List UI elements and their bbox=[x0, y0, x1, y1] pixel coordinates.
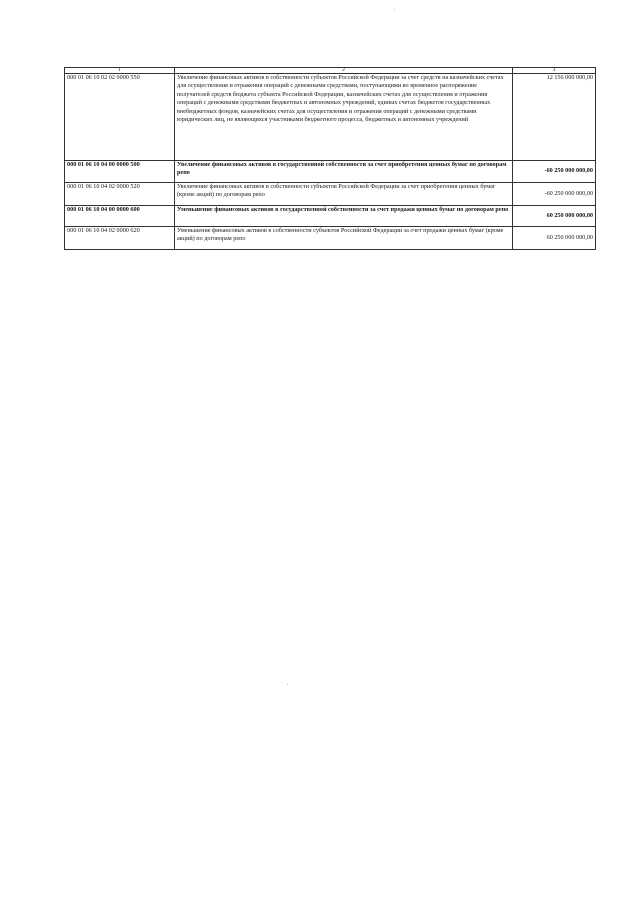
amount-cell: -60 250 000 000,00 bbox=[513, 183, 596, 206]
table-row bbox=[65, 161, 596, 183]
budget-code-cell: 000 01 06 10 02 02 0000 550 bbox=[65, 74, 175, 161]
description-cell: Увеличение финансовых активов в собственности субъектов Российской Федерации за счет приобретения ценных бумаг (кроме акций) по договорам репо bbox=[175, 183, 513, 206]
scan-speck bbox=[287, 684, 288, 685]
amount-cell: 12 156 000 000,00 bbox=[513, 74, 596, 161]
table-row bbox=[65, 227, 596, 250]
description-cell: Увеличение финансовых активов в собственности субъектов Российской Федерации за счет средств на казначейских счетах для осуществления и отражения операций с денежными средствами, поступающими во временное распоряжение получателей средств бюджета субъекта Российской Федерации, казначейских счетах для осуществления и отражения операций с денежными средствами бюджетных и автономных учреждений, единых счетах бюджетов государственных внебюджетных фондов, казначейских счетах для осуществления и отражения операций с денежными средствами юридических лиц, не являющихся участниками бюджетного процесса, бюджетных и автономных учреждений bbox=[175, 74, 513, 161]
budget-code-cell: 000 01 06 10 04 00 0000 600 bbox=[65, 206, 175, 227]
scan-speck bbox=[394, 9, 395, 10]
description-cell: Уменьшение финансовых активов в государственной собственности за счет продажи ценных бумаг по договорам репо bbox=[175, 206, 513, 227]
amount-cell: -60 250 000 000,00 bbox=[513, 161, 596, 183]
budget-code-cell: 000 01 06 10 04 00 0000 500 bbox=[65, 161, 175, 183]
table-row bbox=[65, 183, 596, 206]
amount-cell: 60 250 000 000,00 bbox=[513, 227, 596, 250]
column-header-3: 3 bbox=[513, 68, 596, 74]
column-header-2: 2 bbox=[175, 68, 513, 74]
amount-cell: 60 250 000 000,00 bbox=[513, 206, 596, 227]
budget-code-cell: 000 01 06 10 04 02 0000 520 bbox=[65, 183, 175, 206]
table-row bbox=[65, 206, 596, 227]
budget-code-cell: 000 01 06 10 04 02 0000 620 bbox=[65, 227, 175, 250]
table-row bbox=[65, 74, 596, 161]
description-cell: Уменьшение финансовых активов в собственности субъектов Российской Федерации за счет продажи ценных бумаг (кроме акций) по договорам репо bbox=[175, 227, 513, 250]
description-cell: Увеличение финансовых активов в государственной собственности за счет приобретения ценных бумаг по договорам репо bbox=[175, 161, 513, 183]
budget-sources-table bbox=[64, 67, 596, 250]
column-header-1: 1 bbox=[65, 68, 175, 74]
